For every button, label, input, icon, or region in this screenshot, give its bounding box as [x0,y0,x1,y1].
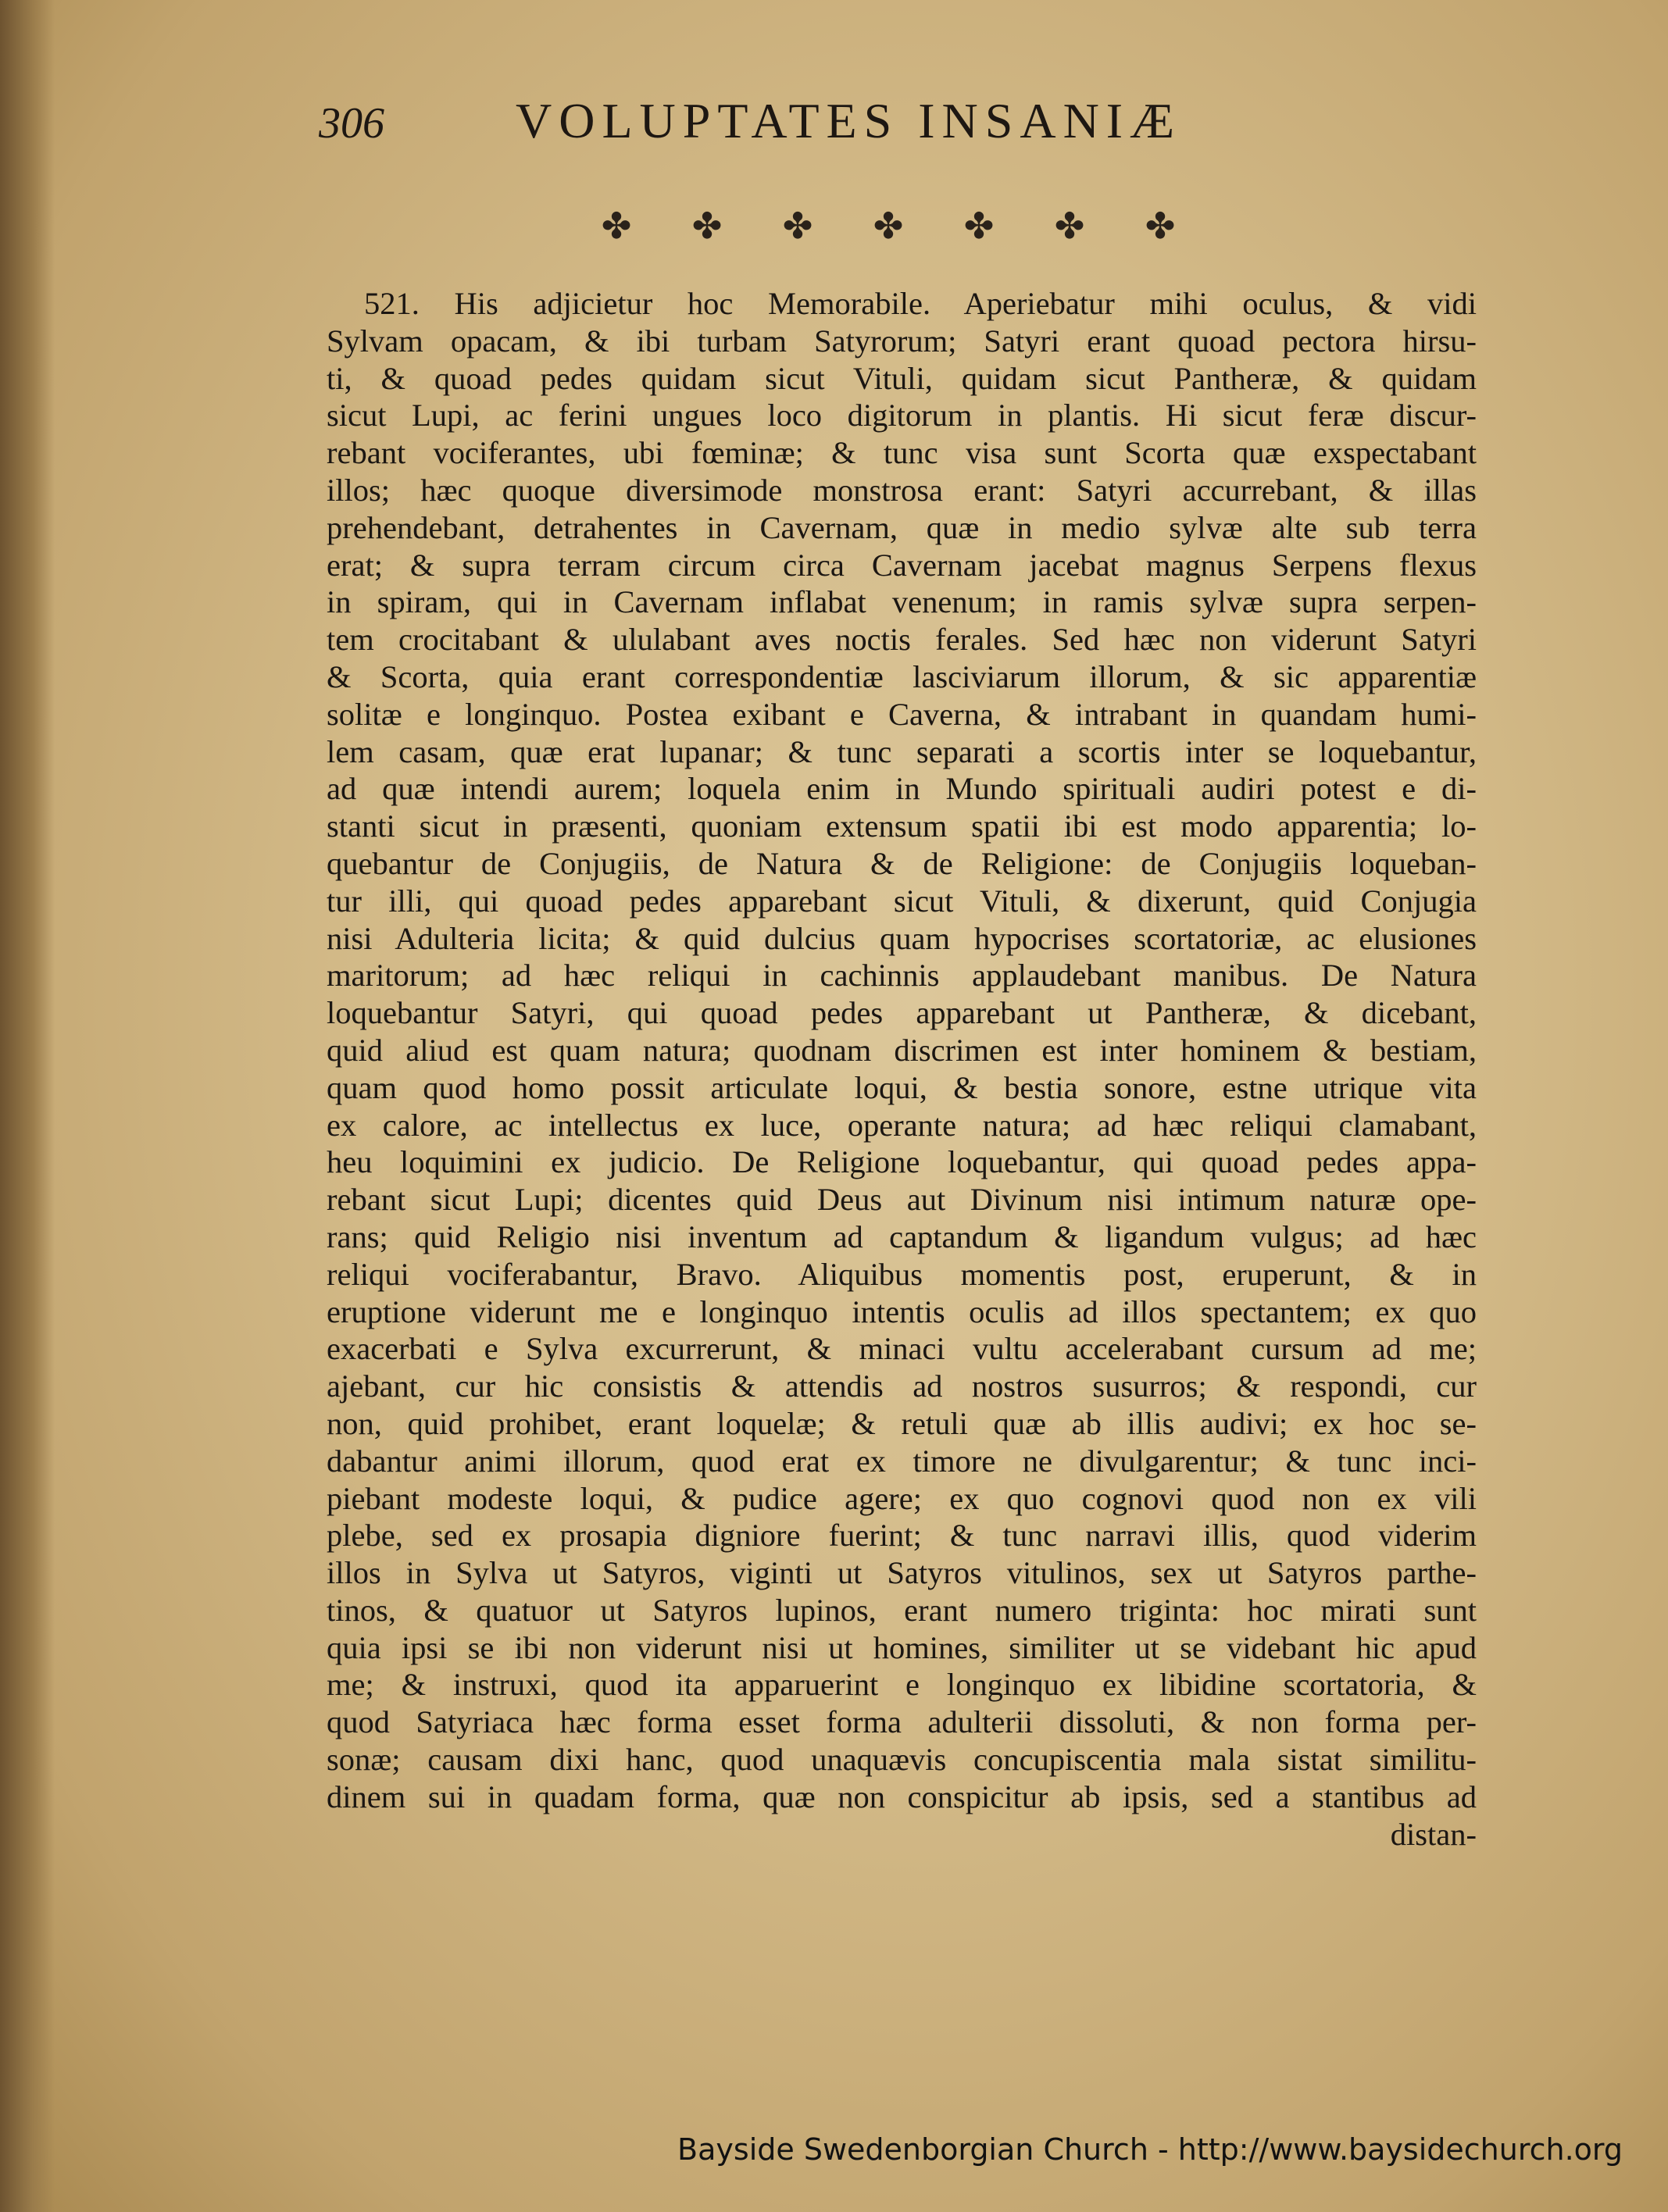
text-line: quid aliud est quam natura; quodnam discrimen est inter hominem & bestiam, [327,1032,1477,1068]
text-line: erat; & supra terram circum circa Cavernam jacebat magnus Serpens flexus [327,547,1477,583]
running-title: VOLUPTATES INSANIÆ [516,93,1181,148]
text-line: nisi Adulteria licita; & quid dulcius quam hypocrises scortatoriæ, ac elusiones [327,920,1477,956]
ornament-icon: ✤ [1145,206,1176,246]
ornament-icon: ✤ [1054,206,1085,246]
text-line: ti, & quoad pedes quidam sicut Vituli, quidam sicut Pantheræ, & quidam [327,360,1477,396]
ornament-icon: ✤ [601,206,632,246]
ornament-icon: ✤ [963,206,995,246]
text-line: in spiram, qui in Cavernam inflabat venenum; in ramis sylvæ supra serpen- [327,584,1477,620]
ornament-icon: ✤ [782,206,813,246]
text-line: rebant sicut Lupi; dicentes quid Deus aut Divinum nisi intimum naturæ ope- [327,1182,1477,1218]
text-line: non, quid prohibet, erant loquelæ; & retuli quæ ab illis audivi; ex hoc se- [327,1405,1477,1441]
ornament-icon: ✤ [691,206,723,246]
watermark-credit: Bayside Swedenborgian Church - http://www.baysidechurch.org [677,2132,1623,2167]
text-line: prehendebant, detrahentes in Cavernam, quæ in medio sylvæ alte sub terra [327,509,1477,545]
body-text [327,285,1477,1853]
text-line: quia ipsi se ibi non viderunt nisi ut homines, similiter ut se videbant hic apud [327,1629,1477,1665]
text-line: rans; quid Religio nisi inventum ad captandum & ligandum vulgus; ad hæc [327,1218,1477,1254]
page-header [319,92,1491,155]
text-line: ex calore, ac intellectus ex luce, operante natura; ad hæc reliqui clamabant, [327,1107,1477,1143]
text-line: eruptione viderunt me e longinquo intentis oculis ad illos spectantem; ex quo [327,1293,1477,1329]
text-line: solitæ e longinquo. Postea exibant e Caverna, & intrabant in quandam humi- [327,696,1477,732]
ornament-icon: ✤ [873,206,904,246]
ornament-row [594,205,1219,244]
text-line: sonæ; causam dixi hanc, quod unaquævis concupiscentia mala sistat similitu- [327,1742,1477,1778]
text-line: sicut Lupi, ac ferini ungues loco digitorum in plantis. Hi sicut feræ discur- [327,398,1477,433]
text-line: piebant modeste loqui, & pudice agere; ex quo cognovi quod non ex vili [327,1480,1477,1516]
text-line: illos in Sylva ut Satyros, viginti ut Satyros vitulinos, sex ut Satyros parthe- [327,1555,1477,1591]
text-line: me; & instruxi, quod ita apparuerint e longinquo ex libidine scortatoria, & [327,1667,1477,1703]
text-line: stanti sicut in præsenti, quoniam extensum spatii ibi est modo apparentia; lo- [327,808,1477,844]
text-line: tur illi, qui quoad pedes apparebant sicut Vituli, & dixerunt, quid Conjugia [327,883,1477,919]
text-line: dabantur animi illorum, quod erat ex timore ne divulgarentur; & tunc inci- [327,1443,1477,1479]
text-line: plebe, sed ex prosapia digniore fuerint; & tunc narravi illis, quod viderim [327,1518,1477,1554]
text-line: tem crocitabant & ululabant aves noctis ferales. Sed hæc non viderunt Satyri [327,622,1477,658]
text-line: reliqui vociferabantur, Bravo. Aliquibus momentis post, eruperunt, & in [327,1256,1477,1292]
text-line: Sylvam opacam, & ibi turbam Satyrorum; Satyri erant quoad pectora hirsu- [327,323,1477,359]
text-line: heu loquimini ex judicio. De Religione loquebantur, qui quoad pedes appa- [327,1144,1477,1180]
text-line: quam quod homo possit articulate loqui, & bestia sonore, estne utrique vita [327,1069,1477,1105]
text-line: lem casam, quæ erat lupanar; & tunc separati a scortis inter se loquebantur, [327,733,1477,769]
page-number: 306 [319,99,384,148]
text-line: quod Satyriaca hæc forma esset forma adulterii dissoluti, & non forma per- [327,1704,1477,1740]
text-line: loquebantur Satyri, qui quoad pedes apparebant ut Pantheræ, & dicebant, [327,995,1477,1031]
text-line: & Scorta, quia erant correspondentiæ lasciviarum illorum, & sic apparentiæ [327,658,1477,694]
text-line: 521. His adjicietur hoc Memorabile. Aperiebatur mihi oculus, & vidi [364,286,1477,321]
text-line: exacerbati e Sylva excurrerunt, & minaci vultu accelerabant cursum ad me; [327,1331,1477,1367]
text-line: ajebant, cur hic consistis & attendis ad nostros susurros; & respondi, cur [327,1368,1477,1404]
catchword: distan- [1390,1816,1477,1852]
text-line: ad quæ intendi aurem; loquela enim in Mundo spirituali audiri potest e di- [327,771,1477,807]
page-gutter-shadow [0,0,55,2212]
text-line: illos; hæc quoque diversimode monstrosa erant: Satyri accurrebant, & illas [327,472,1477,508]
text-line: dinem sui in quadam forma, quæ non conspicitur ab ipsis, sed a stantibus ad [327,1779,1477,1814]
text-line: maritorum; ad hæc reliqui in cachinnis applaudebant manibus. De Natura [327,958,1477,994]
text-line: tinos, & quatuor ut Satyros lupinos, erant numero triginta: hoc mirati sunt [327,1592,1477,1628]
text-line: quebantur de Conjugiis, de Natura & de Religione: de Conjugiis loqueban- [327,845,1477,881]
text-line: rebant vociferantes, ubi fœminæ; & tunc visa sunt Scorta quæ exspectabant [327,435,1477,471]
